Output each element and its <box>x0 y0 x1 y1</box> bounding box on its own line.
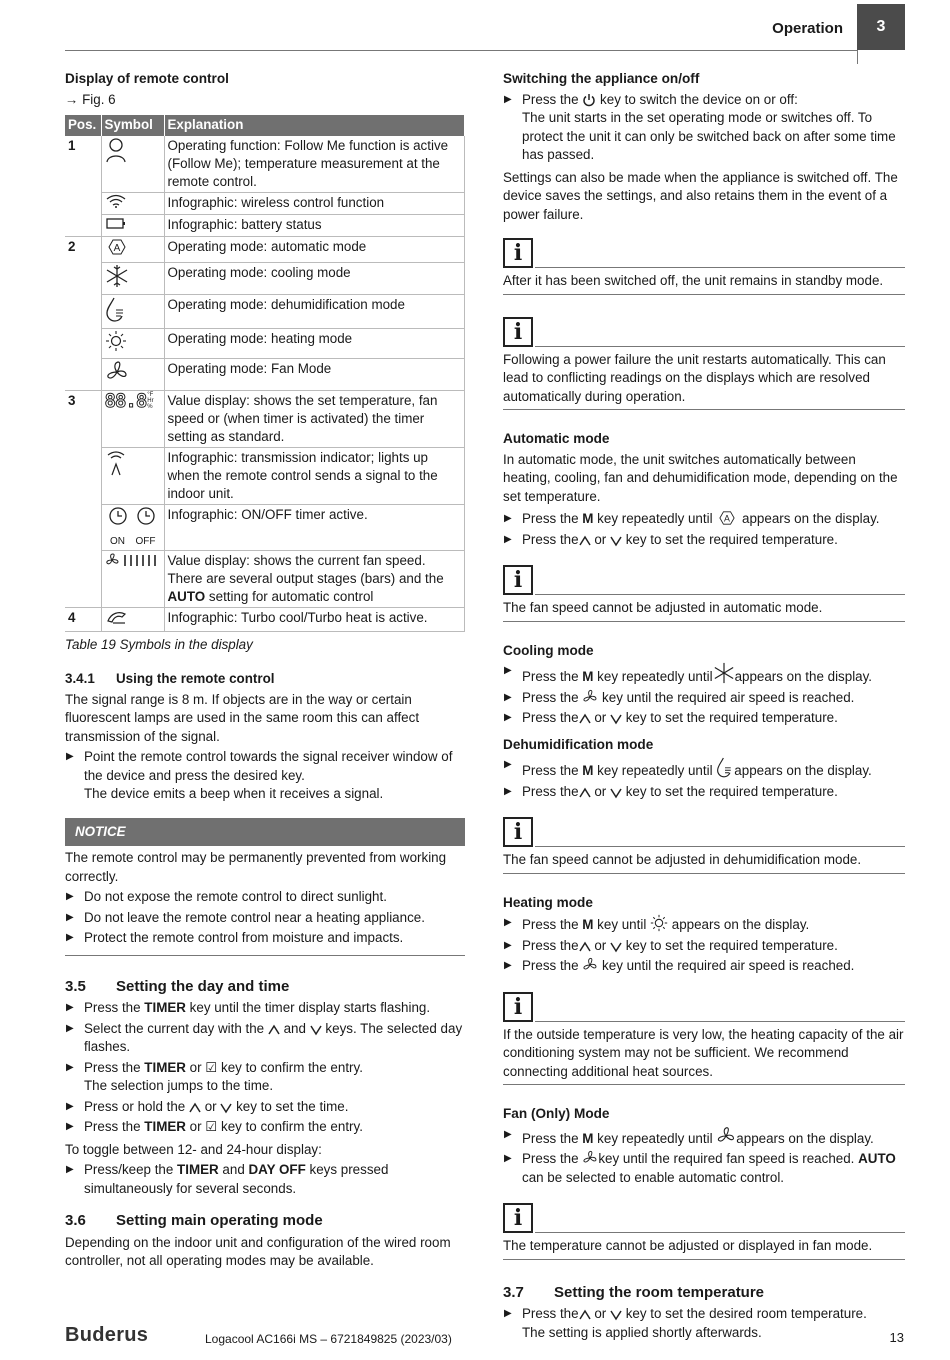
bullet-cool-fan <box>503 689 905 708</box>
explanation-cell: Infographic: wireless control function <box>164 192 465 214</box>
bullet-text: The device emits a beep when it receives a signal. <box>84 786 384 801</box>
explanation-cell: Operating mode: cooling mode <box>164 262 465 294</box>
bullet-text: and <box>283 1020 306 1036</box>
fan-icon <box>582 689 598 705</box>
bullet-text: Press the <box>522 763 583 778</box>
battery-icon <box>101 214 164 236</box>
pos-cell <box>65 262 101 294</box>
display-unit: % <box>147 403 153 410</box>
table-row <box>65 214 465 236</box>
col-header: Pos. <box>65 115 101 136</box>
key-label: TIMER <box>144 1059 186 1075</box>
up-arrow-icon <box>579 1309 591 1321</box>
bullet-dehum-mode <box>503 756 905 781</box>
bullet-auto-mode <box>503 510 905 529</box>
key-label: TIMER <box>144 1119 186 1134</box>
fig-ref: → Fig. 6 <box>65 91 116 107</box>
bullet-text: appears on the display. <box>736 1130 874 1146</box>
display-unit: Hr <box>147 397 154 404</box>
info-icon: i <box>503 1203 533 1233</box>
display-unit: °F <box>147 391 154 398</box>
bullet-cool-temp <box>503 709 905 728</box>
info-text: The fan speed cannot be adjusted in dehumidification mode. <box>503 847 905 874</box>
explanation-cell: Operating mode: Fan Mode <box>164 358 465 390</box>
bullet-toggle <box>65 1161 465 1198</box>
up-arrow-icon <box>579 787 591 799</box>
bullet-text: key to set the time. <box>236 1098 349 1114</box>
table-row <box>65 328 465 358</box>
info-text: If the outside temperature is very low, the heating capacity of the air conditioning system may not be sufficient. We recommend connecting additional heat sources. <box>503 1022 905 1086</box>
section-3-6-heading <box>65 1212 465 1231</box>
person-icon <box>101 136 164 193</box>
explanation-cell: Operating mode: dehumidification mode <box>164 294 465 328</box>
bullet-point-remote <box>65 748 465 804</box>
explanation-cell: Value display: shows the set temperature, fan speed or (when timer is activated) the timer setting as standard. <box>164 390 465 447</box>
key-label: M <box>582 763 594 778</box>
key-label: M <box>582 511 594 526</box>
bullet-text: Press the <box>84 1059 145 1075</box>
bullet-text: can be selected to enable automatic control. <box>522 1169 785 1185</box>
bullet-text: key repeatedly until <box>593 669 713 684</box>
bullet-text: or <box>204 1098 217 1114</box>
bullet-text: or <box>594 710 607 725</box>
section-number: 3.6 <box>65 1212 86 1229</box>
table-header <box>65 115 465 136</box>
droplet-icon <box>716 756 734 778</box>
pos-cell <box>65 550 101 607</box>
bullet-text: appears on the display. <box>734 763 872 778</box>
signal-range-text: The signal range is 8 m. If objects are in the way or certain fluorescent lamps are used in the same room this can affect transmission of the signal. <box>65 691 420 744</box>
bullet-text: The setting is applied shortly afterwards. <box>522 1324 762 1340</box>
table-row <box>65 358 465 390</box>
table-row <box>65 607 465 631</box>
transmission-icon <box>101 447 164 504</box>
down-arrow-icon <box>610 941 622 953</box>
bullet-text: Press or hold the <box>84 1098 186 1114</box>
key-label: M <box>582 1130 594 1146</box>
fan-icon <box>716 1126 736 1146</box>
page-number: 13 <box>889 1330 904 1345</box>
mode-availability-text: Depending on the indoor unit and configuration of the wired room controller, not all operating modes may be available. <box>65 1234 451 1268</box>
bullet-text: or <box>594 531 607 547</box>
bullet-text: key to set the required temperature. <box>625 783 838 799</box>
droplet-icon <box>101 294 164 328</box>
snowflake-icon <box>101 262 164 294</box>
explanation-bold: AUTO <box>167 588 206 604</box>
explanation-cell: Infographic: transmission indicator; lights up when the remote control sends a signal to the indoor unit. <box>164 447 465 504</box>
timer-off-label: OFF <box>135 535 156 547</box>
up-arrow-icon <box>579 941 591 953</box>
bullet-confirm-time <box>65 1118 465 1137</box>
bullet-timer <box>65 999 465 1018</box>
col-header: Explanation <box>164 115 465 136</box>
notice-end-rule <box>65 948 465 956</box>
notice-label: NOTICE <box>65 818 465 847</box>
bullet-text: The unit starts in the set operating mode or switches off. To protect the unit it can only be switched back on after some time has passed. <box>522 110 896 162</box>
bullet-text: keys. The selected day flashes. <box>84 1020 463 1054</box>
table-row <box>65 192 465 214</box>
section-title: Setting main operating mode <box>116 1212 323 1229</box>
table-row <box>65 390 465 447</box>
header-tick <box>857 50 858 64</box>
explanation-text: Value display: shows the current fan speed. There are several output stages (bars) and the <box>167 552 444 586</box>
down-arrow-icon <box>610 713 622 725</box>
bullet-text: Press the <box>522 783 579 799</box>
info-icon: i <box>503 238 533 268</box>
up-arrow-icon <box>579 713 591 725</box>
info-box <box>503 992 905 1086</box>
info-text: The temperature cannot be adjusted or displayed in fan mode. <box>503 1233 905 1260</box>
pos-cell <box>65 328 101 358</box>
down-arrow-icon <box>610 1309 622 1321</box>
notice-text: The remote control may be permanently prevented from working correctly. <box>65 850 447 884</box>
section-title: Operation <box>772 20 843 37</box>
right-column <box>503 70 905 1342</box>
section-3-7-heading <box>503 1284 905 1303</box>
pos-cell <box>65 358 101 390</box>
info-box <box>503 238 905 295</box>
auto-text: In automatic mode, the unit switches automatically between heating, cooling, fan and dehumidification mode, depending on the set temperature. <box>503 451 898 504</box>
explanation-cell: Operating mode: heating mode <box>164 328 465 358</box>
bullet-text: Press the <box>522 1151 579 1166</box>
bullet-text: Press the <box>522 917 583 932</box>
bullet-text: key until the required fan speed is reached. <box>598 1151 859 1166</box>
fan-icon <box>101 358 164 390</box>
sun-icon <box>650 914 668 932</box>
turbo-icon <box>101 607 164 631</box>
up-arrow-icon <box>189 1102 201 1114</box>
display-heading: Display of remote control <box>65 71 229 86</box>
explanation-cell: Operating mode: automatic mode <box>164 236 465 262</box>
auto-mode-icon <box>101 236 164 262</box>
bullet-text: Press the <box>522 669 583 684</box>
bullet-text: Press/keep the <box>84 1162 178 1177</box>
timer-on-off-icon <box>101 504 164 550</box>
key-label: M <box>582 669 594 684</box>
info-box <box>503 817 905 874</box>
bullet-text: key to set the required temperature. <box>625 531 838 547</box>
bullet-text: Press the <box>522 689 579 705</box>
power-icon <box>582 93 596 107</box>
settings-text: Settings can also be made when the appliance is switched off. The device saves the settings, and also retains them in the event of a power failure. <box>503 169 898 222</box>
section-3-5-heading <box>65 978 465 997</box>
fan-icon <box>582 957 598 973</box>
bullet-heat-mode <box>503 914 905 935</box>
section-title: Using the remote control <box>116 671 275 686</box>
snowflake-icon <box>713 662 735 684</box>
svg-text:A: A <box>113 242 120 254</box>
table-row <box>65 294 465 328</box>
bullet-text: or <box>594 783 607 799</box>
fan-speed-bars-icon <box>101 550 164 607</box>
toggle-text: To toggle between 12- and 24-hour display: <box>65 1141 322 1157</box>
timer-on-label: ON <box>110 535 125 547</box>
bullet-fan-speed <box>503 1150 905 1187</box>
notice-bullet: ▶ Do not expose the remote control to direct sunlight. <box>65 888 465 907</box>
key-label: M <box>582 917 594 932</box>
bullet-heat-temp <box>503 937 905 956</box>
section-title: Setting the day and time <box>116 977 290 995</box>
bullet-text: key to switch the device on or off: <box>600 91 798 107</box>
bullet-text: Press the <box>522 1130 583 1146</box>
auto-mode-icon <box>716 510 738 526</box>
pos-cell: 3 <box>65 390 101 447</box>
bullet-text: appears on the display. <box>734 669 873 684</box>
bullet-fan-mode <box>503 1126 905 1149</box>
pos-cell <box>65 192 101 214</box>
bullet-text: keys pressed simultaneously for several seconds. <box>84 1162 389 1196</box>
bullet-text: key until <box>593 917 647 932</box>
bullet-text: Select the current day with the <box>84 1020 265 1036</box>
col-header: Symbol <box>101 115 164 136</box>
wireless-icon <box>101 192 164 214</box>
sun-icon <box>101 328 164 358</box>
down-arrow-icon <box>310 1024 322 1036</box>
bullet-dehum-temp <box>503 783 905 802</box>
bullet-cool-mode <box>503 662 905 687</box>
section-number: 3.5 <box>65 977 86 995</box>
bullet-power <box>503 91 905 165</box>
bullet-text: key until the timer display starts flashing. <box>185 1000 431 1015</box>
down-arrow-icon <box>610 535 622 547</box>
bullet-text: or <box>594 1306 607 1321</box>
bullet-text: Press the <box>522 91 579 107</box>
info-box <box>503 565 905 622</box>
clock-icon <box>108 506 128 526</box>
info-icon: i <box>503 817 533 847</box>
symbols-table <box>65 115 465 632</box>
section-3-4-1-heading <box>65 670 465 689</box>
info-box <box>503 1203 905 1260</box>
table-row <box>65 504 465 550</box>
pos-cell: 1 <box>65 136 101 193</box>
info-text: After it has been switched off, the unit remains in standby mode. <box>503 268 905 295</box>
bullet-text: Press the <box>522 531 579 547</box>
bullet-text: appears on the display. <box>742 511 880 526</box>
bullet-confirm <box>65 1059 465 1096</box>
up-arrow-icon <box>268 1024 280 1036</box>
bullet-text: or <box>594 937 607 953</box>
bullet-text: Press the <box>84 1000 145 1015</box>
bullet-text: Press the <box>522 937 579 953</box>
bullet-text: Press the <box>84 1119 145 1134</box>
info-icon: i <box>503 565 533 595</box>
bullet-text: key until the required air speed is reached. <box>602 689 855 705</box>
svg-text:A: A <box>724 513 731 524</box>
chapter-number: 3 <box>857 4 905 50</box>
down-arrow-icon <box>220 1102 232 1114</box>
explanation-cell: Operating function: Follow Me function is active (Follow Me); temperature measurement at the remote control. <box>164 136 465 193</box>
table-row <box>65 136 465 193</box>
fan-heading: Fan (Only) Mode <box>503 1106 610 1121</box>
bullet-text: and <box>218 1162 249 1177</box>
bullet-text: Press the <box>522 511 583 526</box>
info-text: The fan speed cannot be adjusted in automatic mode. <box>503 595 905 622</box>
pos-cell: 2 <box>65 236 101 262</box>
key-label: AUTO <box>858 1151 896 1166</box>
bullet-text: Press the <box>522 1306 579 1321</box>
pos-cell <box>65 447 101 504</box>
document-id: Logacool AC166i MS – 6721849825 (2023/03) <box>205 1332 452 1346</box>
segment-display-icon <box>101 390 164 447</box>
bullet-heat-fan <box>503 957 905 976</box>
key-label: DAY OFF <box>248 1162 306 1177</box>
left-column <box>65 70 465 1271</box>
table-caption: Table 19 Symbols in the display <box>65 636 253 652</box>
bullet-set-time <box>65 1098 465 1117</box>
bullet-text: Press the <box>522 710 579 725</box>
info-text: Following a power failure the unit restarts automatically. This can lead to conflicting readings on the displays which are resolved automatically during operation. <box>503 347 905 411</box>
key-label: TIMER <box>177 1162 219 1177</box>
explanation-cell: Infographic: ON/OFF timer active. <box>164 504 465 550</box>
bullet-text: or ☑ key to confirm the entry. <box>185 1119 363 1134</box>
bullet-text: key repeatedly until <box>593 511 713 526</box>
up-arrow-icon <box>579 535 591 547</box>
table-row <box>65 262 465 294</box>
notice-bullet: ▶ Protect the remote control from moisture and impacts. <box>65 929 465 948</box>
bullet-text: key to set the required temperature. <box>625 710 838 725</box>
bullet-text: key to set the desired room temperature. <box>625 1306 867 1321</box>
bullet-text: Press the <box>522 958 579 973</box>
notice-bullet: ▶ Do not leave the remote control near a heating appliance. <box>65 909 465 928</box>
cool-heading: Cooling mode <box>503 642 594 658</box>
explanation-text: setting for automatic control <box>205 588 374 604</box>
bullet-text: key to set the required temperature. <box>625 937 838 953</box>
bullet-text: key repeatedly until <box>593 763 713 778</box>
section-number: 3.4.1 <box>65 671 95 686</box>
pos-cell <box>65 504 101 550</box>
bullet-select-day <box>65 1020 465 1057</box>
bullet-text: or ☑ key to confirm the entry. <box>185 1059 363 1075</box>
explanation-cell: Infographic: battery status <box>164 214 465 236</box>
switch-heading: Switching the appliance on/off <box>503 71 700 86</box>
header-rule <box>65 50 857 51</box>
info-box <box>503 317 905 411</box>
info-icon: i <box>503 992 533 1022</box>
brand-logo: Buderus <box>65 1324 149 1346</box>
bullet-text: Point the remote control towards the signal receiver window of the device and press the desired key. <box>84 749 453 783</box>
info-icon: i <box>503 317 533 347</box>
dehum-heading: Dehumidification mode <box>503 736 654 752</box>
table-row <box>65 236 465 262</box>
clock-icon <box>136 506 156 526</box>
display-digits: 88.8 <box>104 389 147 412</box>
bullet-text: appears on the display. <box>671 917 810 932</box>
key-label: TIMER <box>144 1000 186 1015</box>
bullet-room-temp <box>503 1305 905 1342</box>
bullet-text: key repeatedly until <box>593 1130 713 1146</box>
pos-cell <box>65 294 101 328</box>
table-row <box>65 447 465 504</box>
bullet-auto-temp <box>503 531 905 550</box>
section-number: 3.7 <box>503 1283 524 1301</box>
down-arrow-icon <box>610 787 622 799</box>
explanation-cell: Infographic: Turbo cool/Turbo heat is active. <box>164 607 465 631</box>
explanation-cell <box>164 550 465 607</box>
auto-heading: Automatic mode <box>503 431 610 446</box>
heat-heading: Heating mode <box>503 894 593 910</box>
fan-icon <box>582 1150 598 1166</box>
pos-cell: 4 <box>65 607 101 631</box>
table-row <box>65 550 465 607</box>
bullet-text: key until the required air speed is reached. <box>602 958 855 973</box>
pos-cell <box>65 214 101 236</box>
bullet-text: The selection jumps to the time. <box>84 1078 274 1093</box>
section-title: Setting the room temperature <box>554 1283 765 1301</box>
